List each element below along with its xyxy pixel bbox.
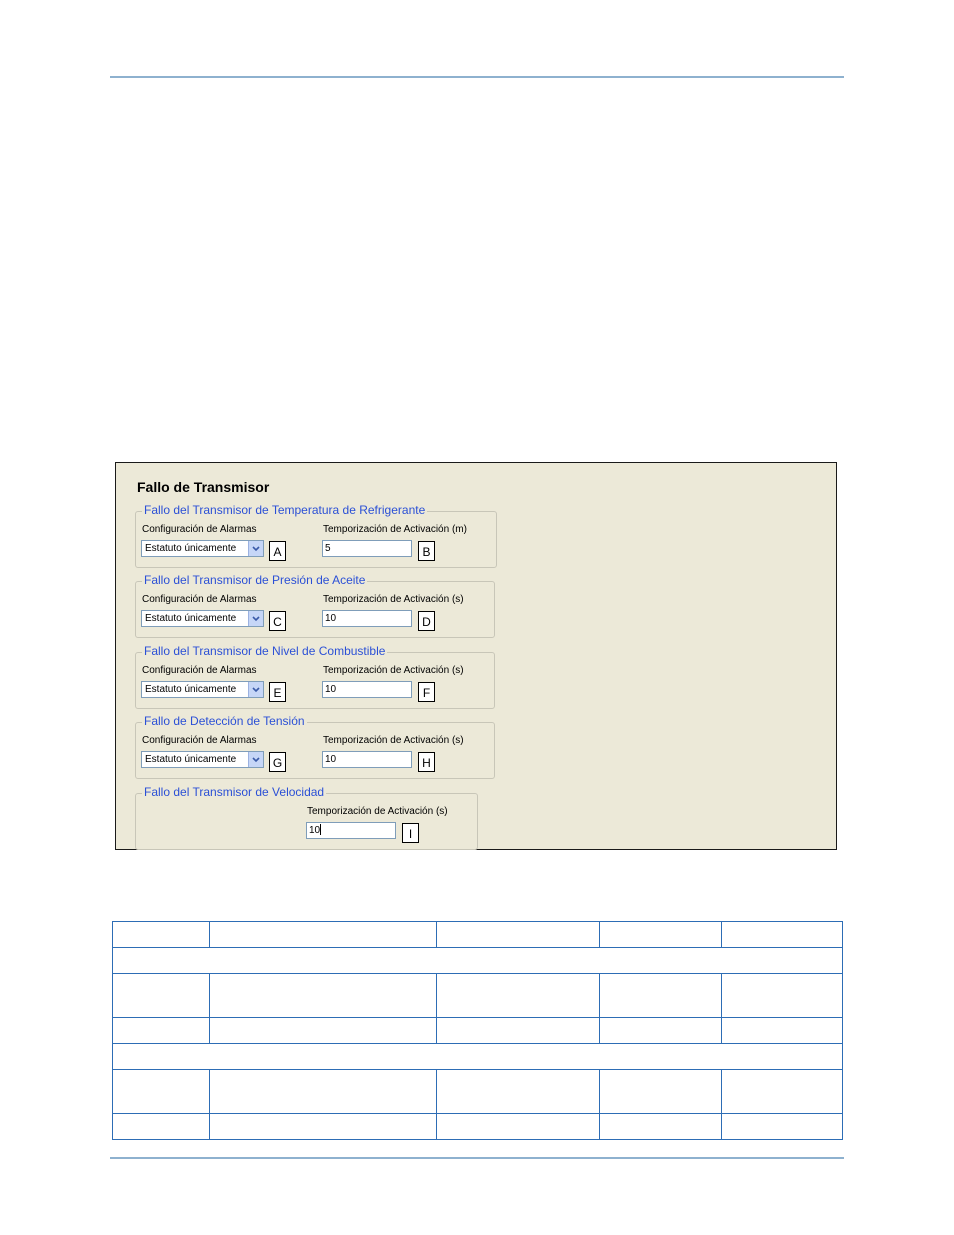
coolant-temp-group [135, 503, 497, 568]
callout-tag: A [269, 541, 286, 561]
panel-title: Fallo de Transmisor [137, 479, 270, 495]
callout-tag: I [402, 823, 419, 843]
dropdown-arrow-icon[interactable] [248, 682, 263, 697]
activation-delay-label: Temporización de Activación (s) [323, 735, 464, 746]
speed-sender-group [135, 785, 478, 850]
activation-delay-label: Temporización de Activación (s) [307, 806, 448, 817]
activation-delay-input[interactable]: 10 [322, 610, 412, 627]
activation-delay-input[interactable]: 10 [322, 751, 412, 768]
alarm-config-value: Estatuto únicamente [145, 613, 237, 624]
text-caret [320, 824, 321, 835]
callout-tag: H [418, 752, 435, 772]
activation-delay-input[interactable]: 10 [322, 681, 412, 698]
callout-tag: F [418, 682, 435, 702]
table-row [113, 1018, 843, 1044]
alarm-config-select[interactable] [141, 681, 264, 698]
footer-rule [110, 1157, 844, 1159]
table-row [113, 948, 843, 974]
dropdown-arrow-icon[interactable] [248, 752, 263, 767]
alarm-config-value: Estatuto únicamente [145, 543, 237, 554]
activation-delay-input[interactable]: 5 [322, 540, 412, 557]
callout-tag: D [418, 611, 435, 631]
table-row [113, 1114, 843, 1140]
transmitter-failure-panel [115, 462, 837, 850]
alarm-config-label: Configuración de Alarmas [142, 665, 257, 676]
table-row [113, 1070, 843, 1114]
alarm-config-label: Configuración de Alarmas [142, 735, 257, 746]
alarm-config-select[interactable] [141, 540, 264, 557]
oil-pressure-group [135, 573, 495, 638]
activation-delay-label: Temporización de Activación (s) [323, 665, 464, 676]
callout-tag: E [269, 682, 286, 702]
alarm-config-label: Configuración de Alarmas [142, 594, 257, 605]
callout-tag: B [418, 541, 435, 561]
activation-delay-input[interactable] [306, 822, 396, 839]
alarm-config-select[interactable] [141, 751, 264, 768]
alarm-config-label: Configuración de Alarmas [142, 524, 257, 535]
group-legend: Fallo de Detección de Tensión [144, 714, 305, 728]
group-legend: Fallo del Transmisor de Nivel de Combustible [144, 644, 386, 658]
settings-table [112, 921, 843, 1140]
voltage-sensing-group [135, 714, 495, 779]
table-row [113, 974, 843, 1018]
table-row [113, 922, 843, 948]
activation-delay-label: Temporización de Activación (m) [323, 524, 467, 535]
alarm-config-select[interactable] [141, 610, 264, 627]
dropdown-arrow-icon[interactable] [248, 541, 263, 556]
group-legend: Fallo del Transmisor de Temperatura de Refrigerante [144, 503, 426, 517]
table-row [113, 1044, 843, 1070]
group-legend: Fallo del Transmisor de Presión de Aceite [144, 573, 366, 587]
group-legend: Fallo del Transmisor de Velocidad [144, 785, 325, 799]
fuel-level-group [135, 644, 495, 709]
alarm-config-value: Estatuto únicamente [145, 754, 237, 765]
activation-delay-label: Temporización de Activación (s) [323, 594, 464, 605]
callout-tag: C [269, 611, 286, 631]
activation-delay-value: 10 [309, 825, 321, 836]
header-rule [110, 76, 844, 78]
alarm-config-value: Estatuto únicamente [145, 684, 237, 695]
callout-tag: G [269, 752, 286, 772]
dropdown-arrow-icon[interactable] [248, 611, 263, 626]
